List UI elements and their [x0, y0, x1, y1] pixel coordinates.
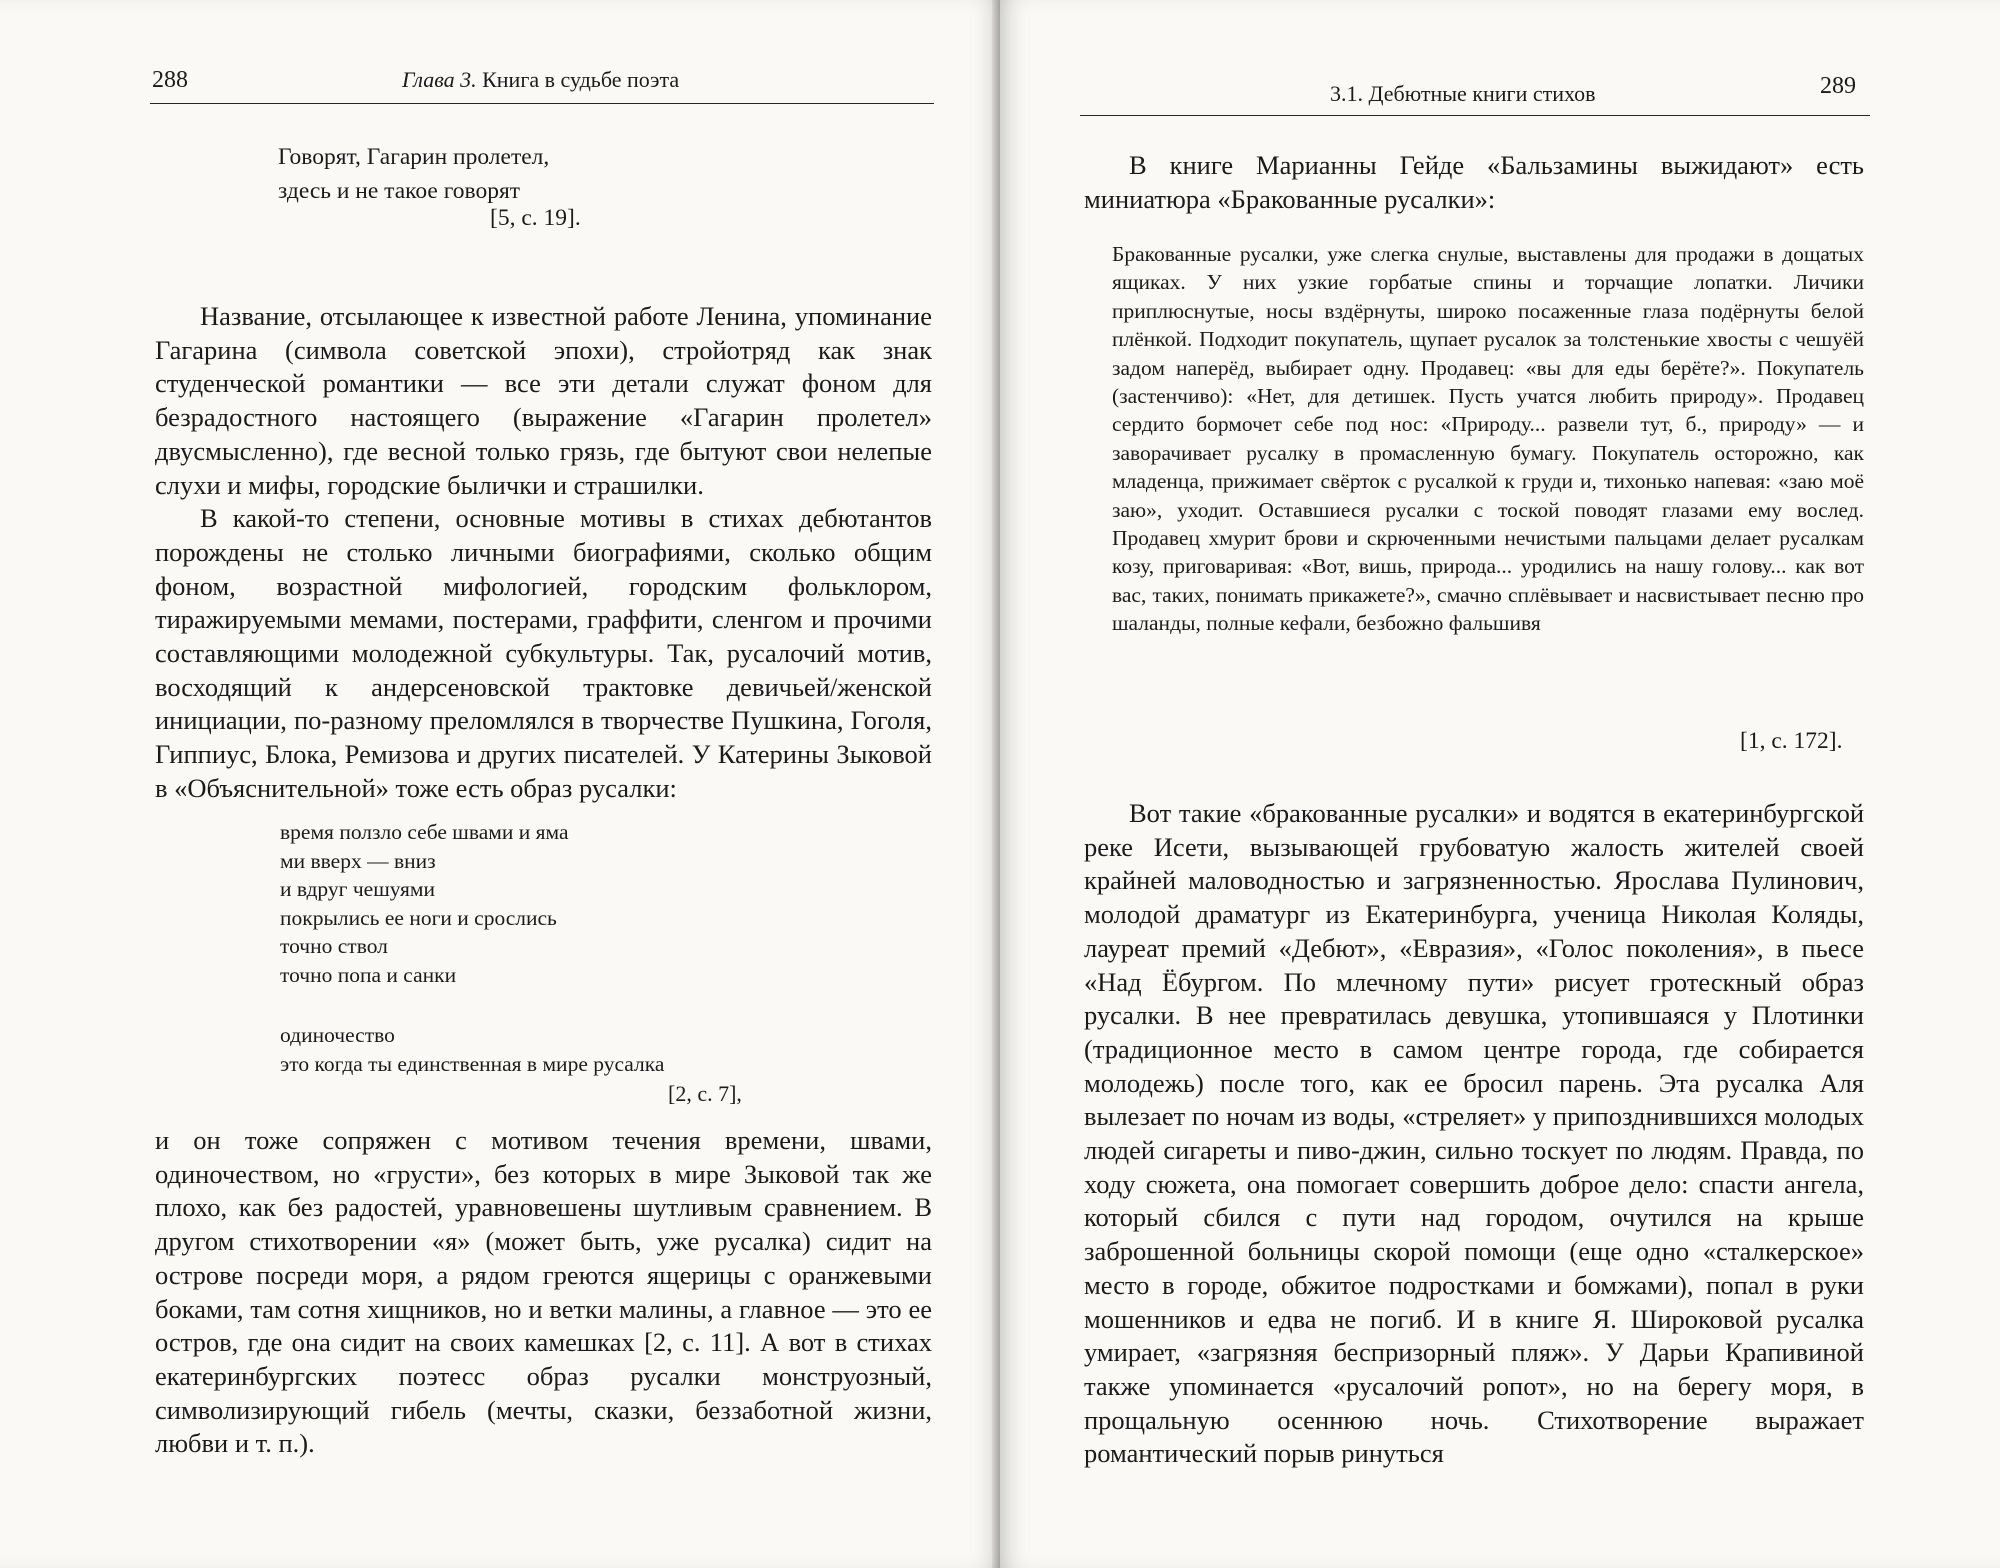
epigraph-citation: [5, с. 19].: [490, 205, 581, 231]
paragraph: В какой-то степени, основные мотивы в стихах дебютантов порождены не столько личными биографиями, сколько общим фоном, возрастной мифологией, городским фольклором, тиражируемыми мемами, постерами, граффити, сленгом и прочими составляющими молодежной субкультуры. Так, русалочий мотив, восходящий к андерсеновской трактовке девичьей/женской инициации, по-разному преломлялся в творчестве Пушкина, Гоголя, Гиппиус, Блока, Ремизова и других писателей. У Катерины Зыковой в «Объяснительной» тоже есть образ русалки:: [155, 503, 932, 803]
right-header-rule: [1080, 115, 1870, 116]
poem-line: точно попа и санки: [280, 962, 457, 987]
poem-line: точно ствол: [280, 934, 388, 958]
epigraph: [278, 140, 549, 208]
chapter-label: Глава 3.: [402, 67, 477, 92]
left-body-text: [155, 300, 932, 806]
right-running-head: 3.1. Дебютные книги стихов: [1330, 81, 1596, 106]
poem-stanza: [280, 818, 569, 989]
poem-line: одиночество: [280, 1023, 395, 1047]
poem-citation: [2, с. 7],: [668, 1081, 742, 1106]
left-page-number: 288: [152, 67, 188, 93]
left-body-continued: [155, 1124, 932, 1461]
left-running-head: [402, 66, 679, 94]
left-header-rule: [150, 103, 934, 104]
poem-stanza: [280, 1021, 664, 1078]
right-page: [1000, 0, 2000, 1568]
block-quote: [1112, 240, 1864, 638]
intro-text: [1084, 149, 1864, 216]
paragraph: В книге Марианны Гейде «Бальзамины выжидают» есть миниатюра «Бракованные русалки»:: [1084, 150, 1864, 214]
poem-line: и вдруг чешуями: [280, 877, 435, 901]
paragraph: Название, отсылающее к известной работе Ленина, упоминание Гагарина (символа советской эпохи), стройотряд как знак студенческой романтики — все эти детали служат фоном для безрадостного настоящего (выражение «Гагарин пролетел» двусмысленно), где весной только грязь, где бытуют свои нелепые слухи и мифы, городские былички и страшилки.: [155, 301, 932, 500]
quote-citation: [1, с. 172].: [1740, 728, 1843, 754]
right-body-text: [1084, 797, 1864, 1471]
poem-line: это когда ты единственная в мире русалка: [280, 1051, 665, 1076]
poem-line: покрылись ее ноги и срослись: [280, 905, 557, 930]
poem-line: время ползло себе швами и яма: [280, 820, 569, 844]
poem-line: ми вверх — вниз: [280, 848, 436, 873]
chapter-title: Книга в судьбе поэта: [476, 67, 680, 92]
right-page-number: 289: [1820, 73, 1856, 99]
paragraph: и он тоже сопряжен с мотивом течения времени, швами, одиночеством, но «грусти», без которых в мире Зыковой так же плохо, как без радостей, уравновешены шутливым сравнением. В другом стихотворении «я» (может быть, уже русалка) сидит на острове посреди моря, а рядом греются ящерицы с оранжевыми боками, там сотня хищников, но и ветки малины, а главное — это ее остров, где она сидит на своих камешках [2, с. 11]. А вот в стихах екатеринбургских поэтесс образ русалки монструозный, символизирующий гибель (мечты, сказки, беззаботной жизни, любви и т. п.).: [155, 1125, 932, 1459]
epigraph-line: здесь и не такое говорят: [278, 178, 521, 204]
epigraph-line: Говорят, Гагарин пролетел,: [278, 144, 550, 170]
quote-text: Бракованные русалки, уже слегка снулые, выставлены для продажи в дощатых ящиках. У них узкие горбатые спины и торчащие лопатки. Личики приплюснутые, носы вздёрнуты, широко посаженные глаза подёрнуты белой плёнкой. Подходит покупатель, щупает русалок за толстенькие хвосты с чешуёй задом наперёд, выбирает одну. Продавец: «вы для еды берёте?». Покупатель (застенчиво): «Нет, для детишек. Пусть учатся любить природу». Продавец сердито бормочет себе под нос: «Природу... развели тут, б., природу» — и заворачивает русалку в промасленную бумагу. Покупатель осторожно, как младенца, прижимает свёрток с русалкой к груди и, тихонько напевая: «заю моё заю», уходит. Оставшиеся русалки с тоской поводят глазами ему вослед. Продавец хмурит брови и скрюченными нечистыми пальцами делает русалкам козу, приговаривая: «Вот, вишь, природа... уродились на нашу голову... как вот вас, таких, понимать прикажете?», смачно сплёвывает и насвистывает песню про шаланды, полные кефали, безбожно фальшивя: [1112, 242, 1864, 636]
paragraph: Вот такие «бракованные русалки» и водятся в екатеринбургской реке Исети, вызывающей грубоватую жалость жителей своей крайней маловодностью и загрязненностью. Ярослава Пулинович, молодой драматург из Екатеринбурга, ученица Николая Коляды, лауреат премий «Дебют», «Евразия», «Голос поколения», в пьесе «Над Ёбургом. По млечному пути» рисует гротескный образ русалки. В нее превратилась девушка, утопившаяся у Плотинки (традиционное место в самом центре города, где собирается молодежь) после того, как ее бросил парень. Эта русалка Аля вылезает по ночам из воды, «стреляет» у припозднившихся молодых людей сигареты и пиво-джин, сильно тоскует по людям. Правда, по ходу сюжета, она помогает совершить доброе дело: спасти ангела, который сбился с пути над городом, очутился на крыше заброшенной больницы скорой помощи (еще одно «сталкерское» место в городе, обжитое подростками и бомжами), попал в руки мошенников и едва не погиб. И в книге Я. Широковой русалка умирает, «загрязняя беспризорный пляж». У Дарьи Крапивиной также упоминается «русалочий ропот», но на берегу моря, в прощальную осеннюю ночь. Стихотворение выражает романтический порыв ринуться: [1084, 798, 1864, 1469]
